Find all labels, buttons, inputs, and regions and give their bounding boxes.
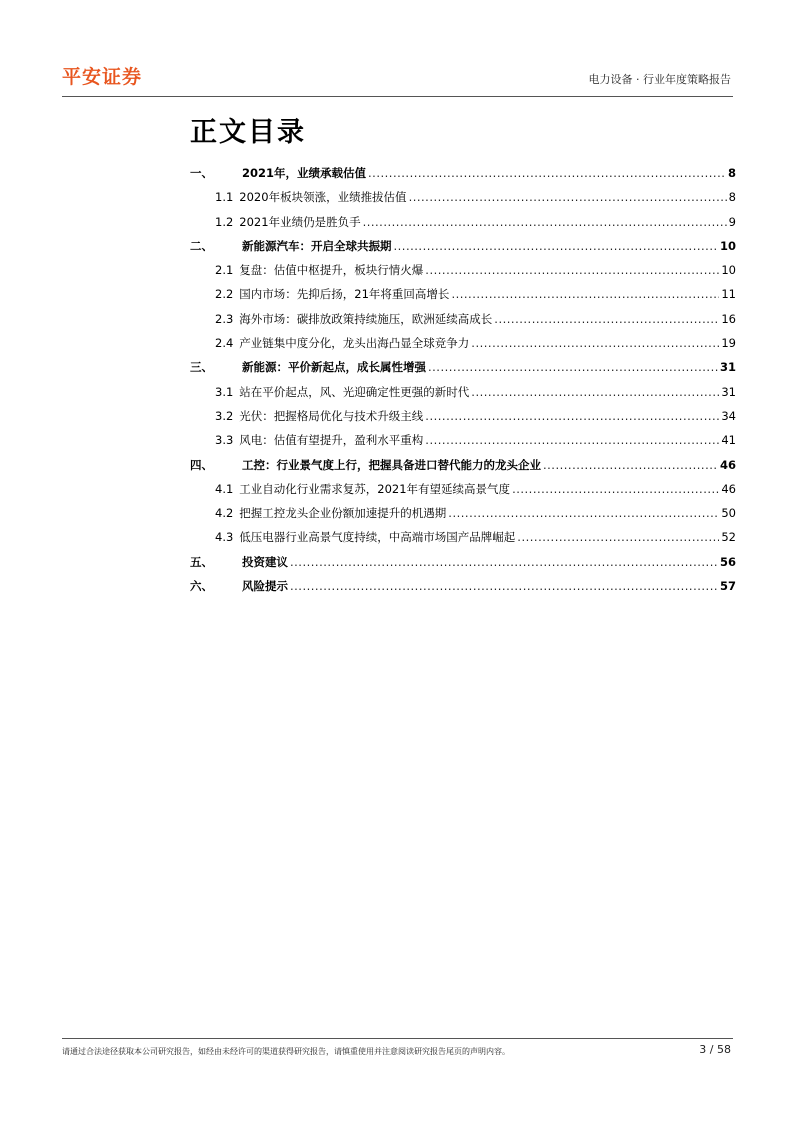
toc-entry-title: 复盘：估值中枢提升，板块行情火爆 (239, 263, 424, 278)
toc-entry-number: 四、 (190, 457, 213, 472)
toc-entry[interactable] (190, 481, 736, 505)
toc-entry-title: 低压电器行业高景气度持续，中高端市场国产品牌崛起 (239, 530, 516, 545)
header-divider (62, 96, 733, 97)
toc-leader-dots (543, 458, 718, 472)
toc-entry[interactable] (190, 408, 736, 432)
toc-entry[interactable] (190, 432, 736, 456)
toc-entry-number: 1.1 (215, 190, 234, 205)
report-type: 电力设备 · 行业年度策略报告 (588, 73, 731, 86)
toc-entry[interactable] (190, 311, 736, 335)
toc-entry-page: 50 (721, 506, 736, 521)
toc-entry[interactable] (190, 554, 736, 578)
toc-entry-title: 海外市场：碳排放政策持续施压，欧洲延续高成长 (239, 311, 493, 326)
toc-leader-dots (394, 239, 718, 253)
toc-leader-dots (409, 190, 727, 204)
toc-entry-number: 3.3 (215, 433, 234, 448)
toc-leader-dots (290, 555, 718, 569)
toc-entry-title: 新能源汽车：开启全球共振期 (242, 238, 392, 253)
toc-entry-page: 9 (728, 214, 736, 229)
toc-entry-page: 10 (719, 238, 736, 253)
toc-entry[interactable] (190, 457, 736, 481)
toc-entry[interactable] (190, 384, 736, 408)
toc-entry-page: 52 (721, 530, 736, 545)
toc-entry[interactable] (190, 214, 736, 238)
toc-entry-title: 把握工控龙头企业份额加速提升的机遇期 (239, 506, 447, 521)
toc-entry-title: 站在平价起点，风、光迎确定性更强的新时代 (239, 384, 470, 399)
toc-entry[interactable] (190, 578, 736, 602)
toc-entry[interactable] (190, 505, 736, 529)
toc-entry-page: 31 (719, 360, 736, 375)
toc-entry-number: 1.2 (215, 214, 234, 229)
toc-leader-dots (425, 263, 719, 277)
toc-leader-dots (363, 215, 727, 229)
company-logo: 平安证券 (62, 66, 143, 88)
toc-entry-page: 16 (721, 311, 736, 326)
toc-entry-title: 工业自动化行业需求复苏，2021年有望延续高景气度 (239, 481, 511, 496)
toc-entry-page: 57 (719, 579, 736, 594)
toc-entry-title: 光伏：把握格局优化与技术升级主线 (239, 408, 424, 423)
toc-entry-number: 4.3 (215, 530, 234, 545)
toc-entry-number: 2.1 (215, 263, 234, 278)
toc-leader-dots (425, 433, 719, 447)
toc-entry-page: 56 (719, 554, 736, 569)
toc-entry-title: 新能源：平价新起点，成长属性增强 (242, 360, 426, 375)
table-of-contents (190, 165, 736, 602)
toc-entry[interactable] (190, 189, 736, 213)
toc-entry-title: 2021年业绩仍是胜负手 (239, 214, 361, 229)
toc-entry-number: 五、 (190, 554, 213, 569)
toc-entry-page: 8 (727, 166, 736, 180)
toc-leader-dots (517, 530, 719, 544)
toc-entry-page: 41 (721, 433, 736, 448)
toc-entry-number: 2.3 (215, 311, 234, 326)
footer-disclaimer: 请通过合法途径获取本公司研究报告，如经由未经许可的渠道获得研究报告，请慎重使用并注意阅读研究报告尾页的声明内容。 (62, 1047, 510, 1056)
page-number: 3 / 58 (699, 1043, 731, 1056)
toc-entry-number: 3.1 (215, 384, 234, 399)
toc-leader-dots (471, 336, 719, 350)
toc-entry-title: 工控：行业景气度上行，把握具备进口替代能力的龙头企业 (242, 457, 541, 472)
toc-entry-page: 19 (721, 336, 736, 351)
toc-entry-page: 31 (721, 384, 736, 399)
toc-entry-page: 46 (719, 457, 736, 472)
toc-entry-number: 六、 (190, 579, 213, 594)
toc-entry-page: 11 (721, 287, 736, 302)
toc-entry[interactable] (190, 359, 736, 383)
toc-leader-dots (290, 579, 718, 593)
toc-leader-dots (451, 287, 719, 301)
toc-entry-page: 46 (721, 481, 736, 496)
toc-entry-page: 8 (728, 190, 736, 205)
footer-divider (62, 1038, 733, 1039)
toc-entry[interactable] (190, 165, 736, 189)
toc-entry-title: 2020年板块领涨，业绩推拔估值 (239, 190, 407, 205)
toc-leader-dots (471, 385, 719, 399)
toc-entry-number: 2.4 (215, 336, 234, 351)
toc-entry-number: 一、 (190, 166, 213, 180)
toc-entry-page: 10 (721, 263, 736, 278)
toc-entry-number: 二、 (190, 238, 213, 253)
toc-entry-number: 4.1 (215, 481, 234, 496)
toc-entry-title: 风险提示 (242, 579, 288, 594)
toc-entry-page: 34 (721, 408, 736, 423)
page-title: 正文目录 (190, 117, 306, 148)
toc-entry-number: 3.2 (215, 408, 234, 423)
toc-entry-number: 三、 (190, 360, 213, 375)
toc-leader-dots (425, 409, 719, 423)
toc-leader-dots (494, 312, 719, 326)
toc-entry-title: 风电：估值有望提升，盈利水平重构 (239, 433, 424, 448)
toc-leader-dots (428, 360, 718, 374)
toc-entry[interactable] (190, 335, 736, 359)
toc-entry[interactable] (190, 238, 736, 262)
toc-entry-title: 投资建议 (242, 554, 288, 569)
toc-entry-number: 4.2 (215, 506, 234, 521)
toc-entry-number: 2.2 (215, 287, 234, 302)
toc-leader-dots (368, 166, 726, 180)
toc-entry[interactable] (190, 529, 736, 553)
toc-entry[interactable] (190, 262, 736, 286)
toc-leader-dots (512, 482, 719, 496)
toc-leader-dots (448, 506, 719, 520)
toc-entry[interactable] (190, 286, 736, 310)
toc-entry-title: 国内市场：先抑后扬，21年将重回高增长 (239, 287, 450, 302)
toc-entry-title: 2021年，业绩承载估值 (242, 166, 367, 180)
toc-entry-title: 产业链集中度分化，龙头出海凸显全球竞争力 (239, 336, 470, 351)
